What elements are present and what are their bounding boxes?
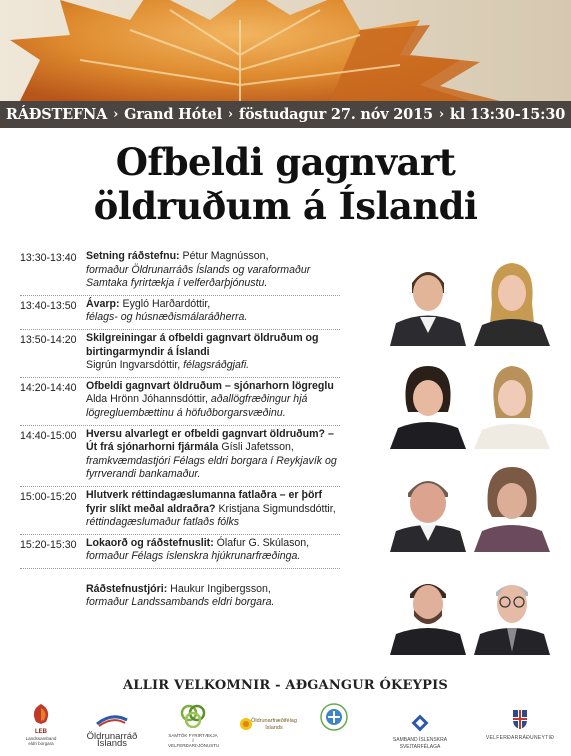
oldrunarrad-logo (72, 714, 152, 747)
program-topic: Skilgreiningar á ofbeldi gagnvart öldruðum og birtingarmyndir á Íslandi (86, 331, 319, 358)
program-desc (86, 250, 340, 291)
speaker-role: framkvæmdastjóri Félags eldri borgara í Reykjavík og fyrrverandi bankamaður. (86, 454, 337, 481)
program-topic: Ofbeldi gagnvart öldruðum – sjónarhorn lögreglu (86, 379, 334, 392)
speaker-name: Gísli Jafetsson, (218, 441, 294, 454)
sis-logo (372, 714, 468, 751)
program-time: 14:20-14:40 (20, 381, 77, 394)
title-line-2: öldruðum á Íslandi (93, 184, 478, 228)
speaker-role: aðallögfræðingur hjá lögregluembættinu á höfuðborgarsvæðinu. (86, 393, 308, 419)
program-item (20, 378, 340, 426)
speaker-role: formaður Öldrunarráðs Íslands og varaformaður Samtaka fyrirtækja í velferðarþjónustu. (86, 263, 311, 290)
sis-text: SAMBAND ÍSLENSKRA SVEITARFÉLAGA (392, 737, 448, 750)
chair-desc (86, 583, 340, 610)
oldrunarrad-text: Öldrunarráð Íslands (86, 731, 138, 749)
speaker-photo (390, 459, 466, 552)
velferdarraduneytid-logo (478, 708, 562, 742)
program-desc (86, 537, 340, 564)
sfv-text: SAMTÖK FYRIRTÆKJA Í VELFERÐARÞJÓNUSTU (168, 733, 220, 748)
leb-sub: Landssamband eldri borgara (25, 736, 57, 746)
sis-emblem-icon (411, 714, 429, 732)
chair-name: Haukur Ingibergsson, (167, 582, 271, 595)
event-type: RÁÐSTEFNA (5, 106, 108, 123)
welcome-banner: ALLIR VELKOMNIR - AÐGANGUR ÓKEYPIS (123, 678, 448, 693)
program-time: 13:30-13:40 (20, 252, 77, 264)
fih-seal-icon (319, 702, 349, 732)
event-date: föstudagur 27. nóv 2015 (238, 106, 433, 123)
speaker-role: félagsráðgjafi. (180, 359, 250, 372)
speaker-role: réttindagæslumaður fatlaðs fólks (86, 516, 240, 529)
program-topic: Lokaorð og ráðstefnuslit: (86, 536, 214, 549)
speaker-photo (390, 253, 466, 346)
program-desc (86, 428, 340, 482)
autumn-leaf-image (0, 0, 571, 101)
title-line-1: Ofbeldi gagnvart (115, 140, 456, 184)
speaker-photo (474, 356, 550, 449)
program-desc (86, 380, 340, 421)
speaker-name: Kristjana Sigmundsdóttir, (215, 502, 336, 515)
program-item (20, 330, 340, 378)
speaker-name: Sigrún Ingvarsdóttir, (86, 359, 181, 372)
speaker-name: Eygló Harðardóttir, (119, 297, 211, 310)
sponsor-logos (0, 700, 571, 756)
chair-label: Ráðstefnustjóri: (86, 582, 168, 595)
speaker-name: Alda Hrönn Jóhannsdóttir, (86, 393, 208, 406)
speaker-name: Pétur Magnússon, (179, 250, 269, 262)
program-time: 14:40-15:00 (20, 429, 77, 442)
speaker-role: félags- og húsnæðismálaráðherra. (86, 311, 248, 324)
program-desc (86, 489, 340, 530)
oldrunarfraedi-text: Öldrunarfræðifélag Íslands (251, 718, 297, 731)
header-banner (0, 0, 571, 101)
program-topic: Ávarp: (86, 297, 120, 310)
sun-icon (236, 716, 256, 732)
speaker-name: Ólafur G. Skúlason, (213, 536, 310, 549)
leb-leaf-icon (30, 704, 52, 724)
program-topic: Hversu alvarlegt er ofbeldi gagnvart öldruðum? – Út frá sjónarhorni fjármála (86, 427, 334, 454)
program-topic: Setning ráðstefnu: (86, 250, 180, 262)
program-time: 13:40-13:50 (20, 299, 77, 312)
program-time: 15:20-15:30 (20, 538, 77, 551)
sfv-knot-icon (180, 704, 206, 728)
program-list (20, 248, 340, 614)
program-time: 13:50-14:20 (20, 333, 77, 346)
oldrunarfraedi-logo (236, 718, 298, 732)
program-item (20, 426, 340, 487)
event-info-bar (0, 101, 571, 128)
speaker-photo (474, 253, 550, 346)
event-venue: Grand Hótel (124, 106, 222, 123)
leb-title: LEB (35, 729, 47, 735)
page-title (0, 140, 571, 228)
program-item (20, 487, 340, 535)
program-item (20, 248, 340, 296)
leb-logo (24, 704, 58, 746)
separator-1: › (113, 107, 119, 122)
sfv-logo (168, 704, 218, 748)
speaker-photo (474, 562, 550, 655)
separator-2: › (227, 107, 233, 122)
speaker-role: formaður Félags íslenskra hjúkrunarfræðinga. (86, 550, 301, 563)
program-item (20, 296, 340, 330)
speaker-photo (474, 459, 550, 552)
separator-3: › (438, 107, 444, 122)
speaker-photo (390, 562, 466, 655)
program-desc (86, 332, 340, 373)
program-time: 15:00-15:20 (20, 490, 77, 503)
velferdarraduneytid-text: VELFERÐARRÁÐUNEYTIÐ (485, 735, 555, 741)
oldrunarrad-swoosh-icon (95, 714, 129, 728)
program-topic: Hlutverk réttindagæslumanna fatlaðra – er þörf fyrir slíkt meðal aldraðra? (86, 488, 323, 515)
event-time: kl 13:30-15:30 (449, 106, 566, 123)
coat-of-arms-icon (511, 708, 529, 730)
speaker-photo (390, 356, 466, 449)
conference-chair (20, 569, 340, 614)
chair-role: formaður Landssambands eldri borgara. (86, 596, 275, 609)
program-item (20, 535, 340, 569)
fih-logo (316, 702, 352, 737)
program-desc (86, 298, 340, 325)
